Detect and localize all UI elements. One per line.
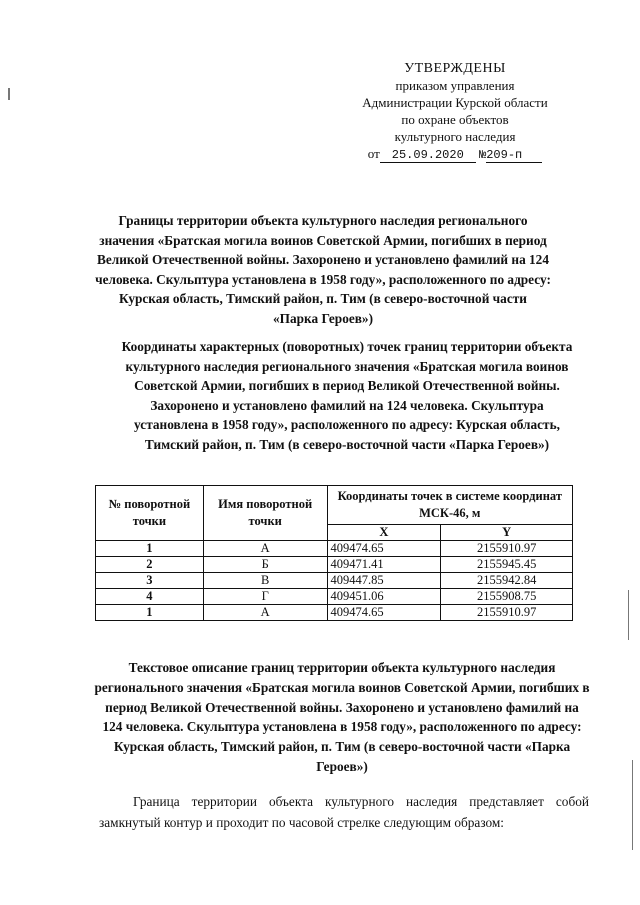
scan-margin-mark — [628, 590, 629, 640]
point-name: Б — [203, 557, 327, 573]
order-date-number — [330, 145, 580, 164]
approval-line-1: приказом управления — [395, 78, 515, 93]
text-description-heading: Текстовое описание границ территории объекта культурного наследия регионального значения «Братская могила воинов Советской Армии, погибших в период Великой Отечественной войны. Захоронено и установлено фамилий на 124 человека. Скульптура установлена в 1958 году», расположенного по адресу: Курская область, Тимский район, п. Тим (в северо-восточной части «Парка Героев») — [94, 660, 590, 774]
approval-line-3: по охране объектов — [401, 112, 509, 127]
table-row — [96, 557, 573, 573]
approval-line-2: Администрации Курской области — [362, 95, 548, 110]
coord-x: 409474.65 — [327, 541, 441, 557]
coord-x: 409447.85 — [327, 573, 441, 589]
point-number: 2 — [96, 557, 204, 573]
point-number: 3 — [96, 573, 204, 589]
coord-x: 409474.65 — [327, 605, 441, 621]
header-coordinates: Координаты точек в системе координат МСК-46, м — [327, 486, 572, 525]
order-date: 25.09.2020 — [380, 149, 476, 163]
point-number: 1 — [96, 605, 204, 621]
header-point-name: Имя поворотной точки — [203, 486, 327, 541]
table-row — [96, 589, 573, 605]
point-name: А — [203, 541, 327, 557]
point-name: Г — [203, 589, 327, 605]
coord-x: 409471.41 — [327, 557, 441, 573]
table-row — [96, 541, 573, 557]
table-row — [96, 573, 573, 589]
coord-y: 2155910.97 — [441, 541, 573, 557]
header-x: X — [327, 525, 441, 541]
number-prefix: № — [479, 148, 487, 162]
approval-title: УТВЕРЖДЕНЫ — [404, 61, 506, 76]
table-row — [96, 605, 573, 621]
point-number: 4 — [96, 589, 204, 605]
header-y: Y — [441, 525, 573, 541]
coord-x: 409451.06 — [327, 589, 441, 605]
point-number: 1 — [96, 541, 204, 557]
body-paragraph: Граница территории объекта культурного наследия представляет собой замкнутый контур и проходит по часовой стрелке следующим образом: — [99, 794, 589, 830]
coord-y: 2155908.75 — [441, 589, 573, 605]
order-number: 209-п — [486, 149, 542, 163]
coord-y: 2155942.84 — [441, 573, 573, 589]
date-prefix: от — [367, 146, 380, 161]
coordinates-table — [95, 485, 573, 621]
scan-margin-mark — [8, 88, 10, 100]
coord-y: 2155910.97 — [441, 605, 573, 621]
point-name: В — [203, 573, 327, 589]
scan-margin-mark — [632, 760, 633, 850]
point-name: А — [203, 605, 327, 621]
header-point-number: № поворотной точки — [96, 486, 204, 541]
coord-y: 2155945.45 — [441, 557, 573, 573]
approval-line-4: культурного наследия — [394, 129, 516, 144]
coordinates-heading: Координаты характерных (поворотных) точек границ территории объекта культурного наследия регионального значения «Братская могила воинов Советской Армии, погибших в период Великой Отечественной войны. Захоронено и установлено фамилий на 124 человека. Скульптура установлена в 1958 году», расположенного по адресу: Курская область, Тимский район, п. Тим (в северо-восточной части «Парка Героев») — [121, 339, 573, 452]
approval-stamp — [330, 60, 580, 164]
boundaries-heading: Границы территории объекта культурного наследия регионального значения «Братская могила воинов Советской Армии, погибших в период Великой Отечественной войны. Захоронено и установлено фамилий на 124 человека. Скульптура установлена в 1958 году», расположенного по адресу: Курская область, Тимский район, п. Тим (в северо-восточной части «Парка Героев») — [95, 213, 551, 326]
